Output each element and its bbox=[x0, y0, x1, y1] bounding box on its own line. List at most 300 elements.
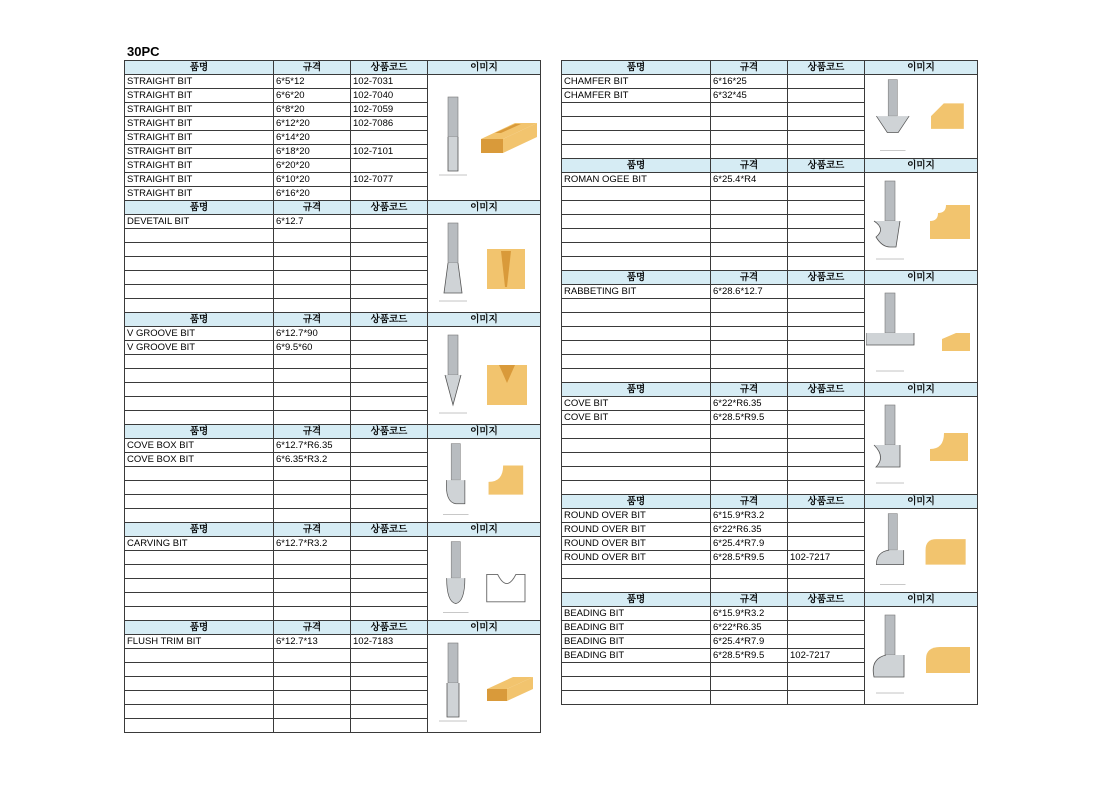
header-spec: 규격 bbox=[274, 61, 351, 75]
cell-code bbox=[351, 159, 428, 173]
cell-code bbox=[351, 355, 428, 369]
cell-name: CARVING BIT bbox=[125, 537, 274, 551]
cell-code bbox=[351, 579, 428, 593]
cell-code bbox=[788, 299, 865, 313]
header-code: 상품코드 bbox=[788, 61, 865, 75]
cell-code bbox=[351, 397, 428, 411]
header-spec: 규격 bbox=[274, 425, 351, 439]
cell-spec: 6*32*45 bbox=[711, 89, 788, 103]
cell-spec bbox=[274, 285, 351, 299]
cell-name: COVE BOX BIT bbox=[125, 439, 274, 453]
header-name: 품명 bbox=[125, 523, 274, 537]
cell-name bbox=[125, 467, 274, 481]
cell-code bbox=[788, 411, 865, 425]
table-row bbox=[562, 607, 978, 621]
cell-name bbox=[562, 467, 711, 481]
cell-name: STRAIGHT BIT bbox=[125, 159, 274, 173]
cell-spec: 6*25.4*R7.9 bbox=[711, 537, 788, 551]
header-name: 품명 bbox=[125, 201, 274, 215]
cell-name: CHAMFER BIT bbox=[562, 89, 711, 103]
cell-name: STRAIGHT BIT bbox=[125, 103, 274, 117]
cell-code bbox=[788, 89, 865, 103]
header-code: 상품코드 bbox=[788, 271, 865, 285]
cell-name bbox=[125, 369, 274, 383]
cell-name: V GROOVE BIT bbox=[125, 341, 274, 355]
v-groove-bit-picture bbox=[429, 330, 539, 422]
cell-name bbox=[562, 579, 711, 593]
cell-spec bbox=[274, 691, 351, 705]
cell-spec bbox=[711, 145, 788, 159]
header-spec: 규격 bbox=[274, 201, 351, 215]
cell-code bbox=[788, 201, 865, 215]
cell-spec bbox=[274, 271, 351, 285]
table-header-row bbox=[562, 159, 978, 173]
cell-spec bbox=[711, 327, 788, 341]
cell-spec: 6*25.4*R7.9 bbox=[711, 635, 788, 649]
product-image-cell bbox=[428, 75, 541, 201]
cell-name: BEADING BIT bbox=[562, 635, 711, 649]
header-name: 품명 bbox=[562, 593, 711, 607]
cell-name bbox=[562, 327, 711, 341]
left-product-table bbox=[124, 60, 541, 733]
cell-name bbox=[125, 495, 274, 509]
table-row bbox=[125, 537, 541, 551]
cell-code bbox=[351, 131, 428, 145]
cell-spec bbox=[711, 355, 788, 369]
cove-bit-picture bbox=[866, 400, 976, 492]
cell-spec: 6*15.9*R3.2 bbox=[711, 509, 788, 523]
header-name: 품명 bbox=[562, 61, 711, 75]
cell-spec bbox=[274, 481, 351, 495]
cell-name bbox=[125, 243, 274, 257]
cell-code bbox=[788, 327, 865, 341]
cell-spec bbox=[711, 103, 788, 117]
cell-spec bbox=[274, 565, 351, 579]
cell-code bbox=[788, 425, 865, 439]
cell-name: STRAIGHT BIT bbox=[125, 89, 274, 103]
cell-name: STRAIGHT BIT bbox=[125, 173, 274, 187]
cell-name: BEADING BIT bbox=[562, 649, 711, 663]
cell-name bbox=[562, 187, 711, 201]
cell-name: ROUND OVER BIT bbox=[562, 509, 711, 523]
cell-code bbox=[788, 439, 865, 453]
cell-spec bbox=[274, 495, 351, 509]
cell-name bbox=[125, 649, 274, 663]
header-code: 상품코드 bbox=[788, 383, 865, 397]
table-row bbox=[125, 215, 541, 229]
cell-name bbox=[125, 229, 274, 243]
cell-spec: 6*20*20 bbox=[274, 159, 351, 173]
cell-spec bbox=[711, 201, 788, 215]
cell-name: ROUND OVER BIT bbox=[562, 523, 711, 537]
cell-spec bbox=[711, 579, 788, 593]
cell-code bbox=[788, 467, 865, 481]
cell-name bbox=[562, 243, 711, 257]
cell-name bbox=[125, 285, 274, 299]
cell-code bbox=[351, 271, 428, 285]
cell-spec: 6*16*20 bbox=[274, 187, 351, 201]
cell-spec bbox=[274, 411, 351, 425]
cell-spec bbox=[711, 453, 788, 467]
table-row bbox=[125, 327, 541, 341]
cell-name bbox=[562, 453, 711, 467]
product-image-cell bbox=[865, 285, 978, 383]
cell-code bbox=[351, 537, 428, 551]
product-image-cell bbox=[865, 397, 978, 495]
header-code: 상품코드 bbox=[351, 61, 428, 75]
product-image-cell bbox=[865, 173, 978, 271]
cell-code: 102-7086 bbox=[351, 117, 428, 131]
table-header-row bbox=[125, 523, 541, 537]
cell-spec bbox=[274, 719, 351, 733]
cell-code: 102-7059 bbox=[351, 103, 428, 117]
cell-spec bbox=[274, 383, 351, 397]
cell-code bbox=[351, 607, 428, 621]
cell-name bbox=[562, 691, 711, 705]
cell-name bbox=[562, 439, 711, 453]
cell-name bbox=[125, 719, 274, 733]
header-code: 상품코드 bbox=[788, 159, 865, 173]
cell-code bbox=[788, 285, 865, 299]
cell-code bbox=[351, 229, 428, 243]
cell-code bbox=[788, 663, 865, 677]
cell-spec: 6*6*20 bbox=[274, 89, 351, 103]
cell-spec bbox=[274, 593, 351, 607]
cell-code bbox=[351, 663, 428, 677]
cell-code bbox=[788, 397, 865, 411]
cell-code bbox=[351, 243, 428, 257]
straight-bit-picture bbox=[429, 92, 539, 184]
cell-spec bbox=[274, 649, 351, 663]
cell-code bbox=[351, 299, 428, 313]
cell-code bbox=[788, 677, 865, 691]
header-code: 상품코드 bbox=[351, 621, 428, 635]
header-code: 상품코드 bbox=[351, 425, 428, 439]
table-row bbox=[125, 635, 541, 649]
cell-spec bbox=[274, 663, 351, 677]
table-row bbox=[562, 285, 978, 299]
cell-spec bbox=[711, 691, 788, 705]
cell-name bbox=[125, 593, 274, 607]
cell-name: ROMAN OGEE BIT bbox=[562, 173, 711, 187]
header-image: 이미지 bbox=[865, 495, 978, 509]
cell-spec: 6*5*12 bbox=[274, 75, 351, 89]
cell-spec bbox=[274, 257, 351, 271]
cell-code bbox=[788, 607, 865, 621]
cell-code bbox=[351, 341, 428, 355]
round-over-bit-picture bbox=[866, 510, 976, 592]
cell-spec bbox=[711, 565, 788, 579]
cell-spec bbox=[274, 397, 351, 411]
cell-name bbox=[125, 257, 274, 271]
carving-bit-picture bbox=[429, 538, 539, 620]
table-header-row bbox=[125, 61, 541, 75]
cell-code bbox=[351, 593, 428, 607]
cell-code bbox=[788, 131, 865, 145]
cell-name bbox=[125, 705, 274, 719]
chamfer-bit-picture bbox=[866, 76, 976, 158]
table-row bbox=[562, 75, 978, 89]
table-row bbox=[125, 75, 541, 89]
cell-code bbox=[351, 187, 428, 201]
table-row bbox=[125, 439, 541, 453]
cell-code bbox=[788, 481, 865, 495]
left-column bbox=[124, 60, 541, 733]
cell-spec bbox=[711, 425, 788, 439]
cell-spec: 6*16*25 bbox=[711, 75, 788, 89]
cell-code bbox=[788, 537, 865, 551]
cell-code bbox=[788, 579, 865, 593]
header-image: 이미지 bbox=[428, 313, 541, 327]
cell-spec bbox=[274, 299, 351, 313]
header-name: 품명 bbox=[562, 159, 711, 173]
right-column bbox=[561, 60, 978, 705]
product-image-cell bbox=[428, 439, 541, 523]
cell-name bbox=[125, 355, 274, 369]
cell-spec bbox=[711, 215, 788, 229]
cell-code bbox=[351, 285, 428, 299]
header-image: 이미지 bbox=[428, 425, 541, 439]
cell-name bbox=[562, 201, 711, 215]
cell-name: FLUSH TRIM BIT bbox=[125, 635, 274, 649]
cell-code bbox=[788, 257, 865, 271]
flush-trim-bit-picture bbox=[429, 638, 539, 730]
cell-spec: 6*6.35*R3.2 bbox=[274, 453, 351, 467]
cell-code: 102-7183 bbox=[351, 635, 428, 649]
cell-code bbox=[788, 565, 865, 579]
cell-spec: 6*18*20 bbox=[274, 145, 351, 159]
cell-spec: 6*28.5*R9.5 bbox=[711, 649, 788, 663]
cell-spec bbox=[274, 467, 351, 481]
table-header-row bbox=[562, 383, 978, 397]
cell-spec bbox=[274, 369, 351, 383]
cell-name: COVE BIT bbox=[562, 411, 711, 425]
cell-spec bbox=[274, 229, 351, 243]
cell-name: STRAIGHT BIT bbox=[125, 131, 274, 145]
table-row bbox=[562, 509, 978, 523]
cell-spec bbox=[711, 481, 788, 495]
cell-spec bbox=[711, 677, 788, 691]
header-code: 상품코드 bbox=[351, 201, 428, 215]
header-image: 이미지 bbox=[428, 523, 541, 537]
roman-ogee-bit-picture bbox=[866, 176, 976, 268]
product-image-cell bbox=[428, 635, 541, 733]
cell-spec: 6*12.7*13 bbox=[274, 635, 351, 649]
header-name: 품명 bbox=[562, 495, 711, 509]
header-image: 이미지 bbox=[428, 621, 541, 635]
header-name: 품명 bbox=[125, 61, 274, 75]
cell-spec bbox=[711, 299, 788, 313]
cell-spec bbox=[711, 663, 788, 677]
cell-spec bbox=[711, 313, 788, 327]
header-spec: 규격 bbox=[711, 593, 788, 607]
cell-spec: 6*12.7*R6.35 bbox=[274, 439, 351, 453]
cell-name: COVE BOX BIT bbox=[125, 453, 274, 467]
cell-spec bbox=[274, 705, 351, 719]
beading-bit-picture bbox=[866, 610, 976, 702]
cell-spec bbox=[711, 229, 788, 243]
cell-code bbox=[351, 369, 428, 383]
header-name: 품명 bbox=[125, 313, 274, 327]
cell-code bbox=[788, 691, 865, 705]
cell-name bbox=[562, 355, 711, 369]
table-header-row bbox=[562, 61, 978, 75]
header-name: 품명 bbox=[125, 425, 274, 439]
cell-name bbox=[562, 131, 711, 145]
product-image-cell bbox=[865, 75, 978, 159]
cell-code bbox=[351, 649, 428, 663]
cell-spec: 6*12.7*R3.2 bbox=[274, 537, 351, 551]
header-image: 이미지 bbox=[865, 383, 978, 397]
table-header-row bbox=[562, 495, 978, 509]
right-product-table bbox=[561, 60, 978, 705]
cell-spec bbox=[711, 187, 788, 201]
cell-code bbox=[788, 187, 865, 201]
product-image-cell bbox=[428, 327, 541, 425]
cell-code bbox=[788, 243, 865, 257]
cell-code bbox=[788, 621, 865, 635]
cell-spec bbox=[711, 117, 788, 131]
header-image: 이미지 bbox=[865, 159, 978, 173]
cell-code bbox=[788, 117, 865, 131]
cell-name: CHAMFER BIT bbox=[562, 75, 711, 89]
cell-spec bbox=[711, 369, 788, 383]
table-row bbox=[562, 173, 978, 187]
cell-spec: 6*10*20 bbox=[274, 173, 351, 187]
cell-code bbox=[351, 439, 428, 453]
cell-spec: 6*25.4*R4 bbox=[711, 173, 788, 187]
header-image: 이미지 bbox=[428, 201, 541, 215]
table-header-row bbox=[562, 593, 978, 607]
cell-code bbox=[351, 565, 428, 579]
cell-code bbox=[351, 453, 428, 467]
cell-spec bbox=[274, 677, 351, 691]
cell-name: V GROOVE BIT bbox=[125, 327, 274, 341]
cell-code bbox=[351, 691, 428, 705]
dovetail-bit-picture bbox=[429, 218, 539, 310]
header-name: 품명 bbox=[125, 621, 274, 635]
cell-name bbox=[125, 397, 274, 411]
cell-spec: 6*8*20 bbox=[274, 103, 351, 117]
cell-code bbox=[351, 383, 428, 397]
cell-spec: 6*28.5*R9.5 bbox=[711, 551, 788, 565]
cell-spec: 6*12*20 bbox=[274, 117, 351, 131]
cell-name bbox=[562, 481, 711, 495]
cell-code bbox=[351, 467, 428, 481]
cell-code: 102-7040 bbox=[351, 89, 428, 103]
cell-name bbox=[562, 117, 711, 131]
cell-code bbox=[351, 677, 428, 691]
cell-name: ROUND OVER BIT bbox=[562, 537, 711, 551]
cell-spec bbox=[274, 551, 351, 565]
table-header-row bbox=[125, 425, 541, 439]
cell-spec: 6*28.6*12.7 bbox=[711, 285, 788, 299]
cell-name: COVE BIT bbox=[562, 397, 711, 411]
cell-spec bbox=[274, 509, 351, 523]
cell-code bbox=[788, 173, 865, 187]
cell-spec bbox=[711, 257, 788, 271]
cell-spec bbox=[274, 607, 351, 621]
cell-code bbox=[788, 215, 865, 229]
cell-code bbox=[788, 103, 865, 117]
cell-name bbox=[125, 299, 274, 313]
header-code: 상품코드 bbox=[351, 523, 428, 537]
product-image-cell bbox=[428, 537, 541, 621]
cell-name bbox=[125, 551, 274, 565]
header-spec: 규격 bbox=[711, 159, 788, 173]
header-code: 상품코드 bbox=[788, 593, 865, 607]
cell-spec: 6*15.9*R3.2 bbox=[711, 607, 788, 621]
table-row bbox=[562, 397, 978, 411]
cell-code bbox=[788, 523, 865, 537]
product-image-cell bbox=[865, 607, 978, 705]
header-image: 이미지 bbox=[865, 593, 978, 607]
cell-name bbox=[562, 565, 711, 579]
cell-code bbox=[351, 257, 428, 271]
header-name: 품명 bbox=[562, 383, 711, 397]
cell-spec: 6*12.7*90 bbox=[274, 327, 351, 341]
cell-code bbox=[788, 145, 865, 159]
cell-code bbox=[351, 495, 428, 509]
cell-code bbox=[788, 75, 865, 89]
rabbeting-bit-picture bbox=[866, 288, 976, 380]
cell-name bbox=[125, 607, 274, 621]
cell-name bbox=[562, 229, 711, 243]
cell-code bbox=[788, 635, 865, 649]
cell-spec bbox=[711, 341, 788, 355]
cell-code: 102-7031 bbox=[351, 75, 428, 89]
header-spec: 규격 bbox=[711, 61, 788, 75]
cell-code bbox=[351, 215, 428, 229]
page-title: 30PC bbox=[127, 44, 160, 59]
cell-name bbox=[562, 103, 711, 117]
header-code: 상품코드 bbox=[788, 495, 865, 509]
cove-box-bit-picture bbox=[429, 440, 539, 522]
cell-spec bbox=[711, 243, 788, 257]
cell-name bbox=[125, 481, 274, 495]
cell-code bbox=[351, 719, 428, 733]
cell-spec bbox=[711, 439, 788, 453]
cell-name bbox=[125, 677, 274, 691]
cell-name: STRAIGHT BIT bbox=[125, 145, 274, 159]
cell-name: STRAIGHT BIT bbox=[125, 75, 274, 89]
cell-code bbox=[788, 341, 865, 355]
cell-spec: 6*22*R6.35 bbox=[711, 523, 788, 537]
cell-code: 102-7077 bbox=[351, 173, 428, 187]
cell-code bbox=[788, 313, 865, 327]
header-spec: 규격 bbox=[711, 383, 788, 397]
cell-name bbox=[125, 691, 274, 705]
cell-name: BEADING BIT bbox=[562, 607, 711, 621]
table-header-row bbox=[125, 313, 541, 327]
cell-spec: 6*14*20 bbox=[274, 131, 351, 145]
cell-spec: 6*22*R6.35 bbox=[711, 397, 788, 411]
cell-name bbox=[125, 383, 274, 397]
header-spec: 규격 bbox=[711, 271, 788, 285]
cell-name bbox=[125, 411, 274, 425]
cell-name: STRAIGHT BIT bbox=[125, 117, 274, 131]
cell-spec: 6*9.5*60 bbox=[274, 341, 351, 355]
cell-name bbox=[125, 565, 274, 579]
cell-spec bbox=[274, 579, 351, 593]
cell-spec bbox=[274, 243, 351, 257]
cell-code bbox=[788, 509, 865, 523]
cell-name bbox=[562, 215, 711, 229]
cell-spec: 6*12.7 bbox=[274, 215, 351, 229]
cell-name bbox=[562, 257, 711, 271]
cell-name bbox=[125, 271, 274, 285]
cell-code bbox=[351, 705, 428, 719]
